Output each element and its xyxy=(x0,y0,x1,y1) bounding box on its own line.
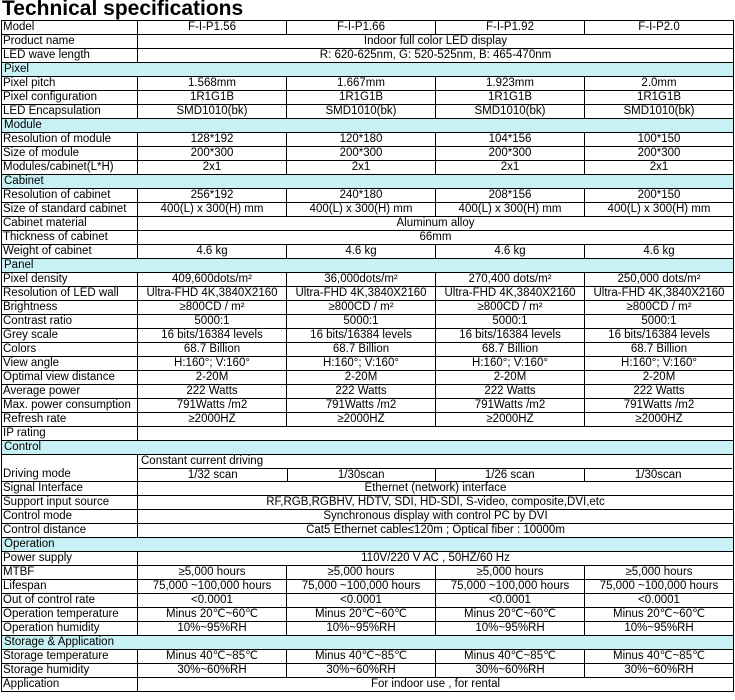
table-row xyxy=(2,217,734,231)
table-row xyxy=(2,35,734,49)
spec-value: 16 bits/16384 levels xyxy=(585,329,734,343)
section-header-row xyxy=(2,441,734,455)
section-header-row xyxy=(2,175,734,189)
table-row xyxy=(2,245,734,259)
spec-label: Out of control rate xyxy=(2,594,138,608)
spec-value: 68.7 Billion xyxy=(287,343,436,357)
spec-value: 1/30scan xyxy=(287,469,436,481)
spec-value: 1R1G1B xyxy=(138,91,287,105)
spec-label: Cabinet material xyxy=(2,217,138,231)
spec-value: H:160°; V:160° xyxy=(138,357,287,371)
table-row xyxy=(2,273,734,287)
spec-label: Control mode xyxy=(2,510,138,524)
spec-value: ≥2000HZ xyxy=(585,413,734,427)
spec-value: 5000:1 xyxy=(138,315,287,329)
spec-value: 5000:1 xyxy=(436,315,585,329)
spec-label: Signal Interface xyxy=(2,482,138,496)
spec-label: Resolution of LED wall xyxy=(2,287,138,301)
section-title: Module xyxy=(2,119,734,133)
spec-label: Colors xyxy=(2,343,138,357)
spec-label: LED Encapsulation xyxy=(2,105,138,119)
table-row xyxy=(2,91,734,105)
spec-value: H:160°; V:160° xyxy=(287,357,436,371)
spec-label: Average power xyxy=(2,385,138,399)
section-header-row xyxy=(2,538,734,552)
table-row xyxy=(2,133,734,147)
spec-value: 4.6 kg xyxy=(585,245,734,259)
spec-value: Minus 20℃~60℃ xyxy=(287,608,436,622)
spec-value-span: RF,RGB,RGBHV, HDTV, SDI, HD-SDI, S-video, composite,DVI,etc xyxy=(138,496,734,510)
spec-table-body xyxy=(2,21,734,692)
spec-value: 36,000dots/m² xyxy=(287,273,436,287)
table-row xyxy=(2,678,734,692)
spec-label: Pixel configuration xyxy=(2,91,138,105)
table-row xyxy=(2,161,734,175)
spec-value-span: Synchronous display with control PC by DVI xyxy=(138,510,734,524)
spec-value: 16 bits/16384 levels xyxy=(436,329,585,343)
spec-value: 100*150 xyxy=(585,133,734,147)
spec-value: 2x1 xyxy=(138,161,287,175)
spec-value: SMD1010(bk) xyxy=(585,105,734,119)
spec-value: 68.7 Billion xyxy=(585,343,734,357)
spec-value: 1R1G1B xyxy=(436,91,585,105)
spec-value: Minus 20℃~60℃ xyxy=(436,608,585,622)
spec-label: Grey scale xyxy=(2,329,138,343)
spec-value: 200*150 xyxy=(585,189,734,203)
spec-value: ≥800CD / m² xyxy=(585,301,734,315)
table-row xyxy=(2,496,734,510)
section-header-row xyxy=(2,119,734,133)
spec-value: 2x1 xyxy=(287,161,436,175)
spec-value: 200*300 xyxy=(138,147,287,161)
spec-value: 222 Watts xyxy=(138,385,287,399)
spec-label: Resolution of module xyxy=(2,133,138,147)
spec-value: ≥800CD / m² xyxy=(436,301,585,315)
table-row xyxy=(2,231,734,245)
spec-label: Storage humidity xyxy=(2,664,138,678)
spec-value: ≥2000HZ xyxy=(436,413,585,427)
spec-value: 1/26 scan xyxy=(435,469,584,481)
spec-value: 208*156 xyxy=(436,189,585,203)
spec-label: Thickness of cabinet xyxy=(2,231,138,245)
section-title: Panel xyxy=(2,259,734,273)
spec-label: View angle xyxy=(2,357,138,371)
table-row xyxy=(2,399,734,413)
table-row xyxy=(2,552,734,566)
spec-value-span: Aluminum alloy xyxy=(138,217,734,231)
table-row xyxy=(2,329,734,343)
spec-value: 1R1G1B xyxy=(287,91,436,105)
table-row xyxy=(2,357,734,371)
spec-label: Lifespan xyxy=(2,580,138,594)
spec-value: 16 bits/16384 levels xyxy=(287,329,436,343)
table-row xyxy=(2,524,734,538)
table-row xyxy=(2,49,734,63)
spec-value: 68.7 Billion xyxy=(436,343,585,357)
table-row xyxy=(2,77,734,91)
spec-value: ≥5,000 hours xyxy=(138,566,287,580)
spec-value: <0.0001 xyxy=(287,594,436,608)
section-title: Operation xyxy=(2,538,734,552)
spec-value: ≥800CD / m² xyxy=(287,301,436,315)
spec-value: 10%~95%RH xyxy=(585,622,734,636)
spec-value: 104*156 xyxy=(436,133,585,147)
spec-value: ≥800CD / m² xyxy=(138,301,287,315)
spec-value: 400(L) x 300(H) mm xyxy=(585,203,734,217)
spec-value: 5000:1 xyxy=(287,315,436,329)
spec-value: 400(L) x 300(H) mm xyxy=(436,203,585,217)
spec-value: ≥2000HZ xyxy=(138,413,287,427)
model-heading: F-I-P1.56 xyxy=(138,21,287,35)
model-heading: F-I-P1.92 xyxy=(436,21,585,35)
spec-value: Minus 20℃~60℃ xyxy=(138,608,287,622)
spec-label: Size of module xyxy=(2,147,138,161)
section-title: Control xyxy=(2,441,734,455)
spec-value: 1.667mm xyxy=(287,77,436,91)
spec-value: Ultra-FHD 4K,3840X2160 xyxy=(287,287,436,301)
spec-value: 30%~60%RH xyxy=(287,664,436,678)
spec-value: SMD1010(bk) xyxy=(287,105,436,119)
spec-value: 128*192 xyxy=(138,133,287,147)
section-title: Storage & Application xyxy=(2,636,734,650)
spec-label: Product name xyxy=(2,35,138,49)
spec-label: Size of standard cabinet xyxy=(2,203,138,217)
section-title: Pixel xyxy=(2,63,734,77)
spec-value: 1/32 scan xyxy=(187,469,238,481)
spec-value: SMD1010(bk) xyxy=(436,105,585,119)
spec-value-span: Cat5 Ethernet cable≤120m ; Optical fiber : 10000m xyxy=(138,524,734,538)
spec-table xyxy=(1,20,734,692)
spec-value: 222 Watts xyxy=(436,385,585,399)
spec-value: 4.6 kg xyxy=(138,245,287,259)
spec-label: Refresh rate xyxy=(2,413,138,427)
spec-label: Support input source xyxy=(2,496,138,510)
table-header-row xyxy=(2,21,734,35)
spec-label: Brightness xyxy=(2,301,138,315)
spec-value-span: 110V/220 V AC , 50HZ/60 Hz xyxy=(138,552,734,566)
table-row xyxy=(2,147,734,161)
spec-value: 791Watts /m2 xyxy=(585,399,734,413)
spec-value: 5000:1 xyxy=(585,315,734,329)
spec-value: 10%~95%RH xyxy=(436,622,585,636)
section-title: Cabinet xyxy=(2,175,734,189)
spec-note: Constant current driving xyxy=(139,455,732,469)
table-row xyxy=(2,287,734,301)
table-row xyxy=(2,301,734,315)
spec-value: 30%~60%RH xyxy=(585,664,734,678)
spec-value: 2-20M xyxy=(138,371,287,385)
spec-value: 75,000 ~100,000 hours xyxy=(287,580,436,594)
table-row xyxy=(2,510,734,524)
spec-value: 4.6 kg xyxy=(287,245,436,259)
spec-label: LED wave length xyxy=(2,49,138,63)
table-row xyxy=(2,427,734,441)
spec-value: Ultra-FHD 4K,3840X2160 xyxy=(436,287,585,301)
spec-value-span: Indoor full color LED display xyxy=(138,35,734,49)
spec-value-span xyxy=(138,427,734,441)
spec-label: Max. power consumption xyxy=(2,399,138,413)
spec-sub-values xyxy=(139,469,732,481)
spec-label: IP rating xyxy=(2,427,138,441)
spec-value: 68.7 Billion xyxy=(138,343,287,357)
spec-value: <0.0001 xyxy=(436,594,585,608)
table-row xyxy=(2,566,734,580)
model-heading: F-I-P1.66 xyxy=(287,21,436,35)
spec-value: 2-20M xyxy=(287,371,436,385)
spec-value: 200*300 xyxy=(436,147,585,161)
spec-label: Power supply xyxy=(2,552,138,566)
spec-label: Operation temperature xyxy=(2,608,138,622)
spec-value-span: R: 620-625nm, G: 520-525nm, B: 465-470nm xyxy=(138,49,734,63)
table-row xyxy=(2,105,734,119)
section-header-row xyxy=(2,636,734,650)
spec-value: Minus 20℃~60℃ xyxy=(585,608,734,622)
spec-label: Resolution of cabinet xyxy=(2,189,138,203)
section-header-row xyxy=(2,63,734,77)
spec-value: 200*300 xyxy=(585,147,734,161)
spec-value: 2x1 xyxy=(585,161,734,175)
table-row xyxy=(2,608,734,622)
table-row xyxy=(2,189,734,203)
spec-value: 400(L) x 300(H) mm xyxy=(138,203,287,217)
spec-value: 791Watts /m2 xyxy=(287,399,436,413)
spec-value: SMD1010(bk) xyxy=(138,105,287,119)
spec-value: 256*192 xyxy=(138,189,287,203)
spec-label: Pixel pitch xyxy=(2,77,138,91)
table-row xyxy=(2,455,734,482)
page-title: Technical specifications xyxy=(2,0,244,20)
section-header-row xyxy=(2,259,734,273)
spec-label: MTBF xyxy=(2,566,138,580)
table-row xyxy=(2,482,734,496)
model-heading: F-I-P2.0 xyxy=(585,21,734,35)
spec-value: ≥5,000 hours xyxy=(585,566,734,580)
spec-value: 2-20M xyxy=(436,371,585,385)
spec-label: Contrast ratio xyxy=(2,315,138,329)
spec-value: 270,400 dots/m² xyxy=(436,273,585,287)
spec-value: 200*300 xyxy=(287,147,436,161)
spec-value: 1/30scan xyxy=(584,469,733,481)
spec-label: Operation humidity xyxy=(2,622,138,636)
header-label: Model xyxy=(2,21,138,35)
spec-value: H:160°; V:160° xyxy=(436,357,585,371)
spec-value: 75,000 ~100,000 hours xyxy=(138,580,287,594)
spec-value: <0.0001 xyxy=(138,594,287,608)
spec-value: H:160°; V:160° xyxy=(585,357,734,371)
spec-value: 4.6 kg xyxy=(436,245,585,259)
spec-label: Pixel density xyxy=(2,273,138,287)
spec-value: 2.0mm xyxy=(585,77,734,91)
table-row xyxy=(2,385,734,399)
table-row xyxy=(2,371,734,385)
spec-value: 10%~95%RH xyxy=(287,622,436,636)
spec-value: ≥5,000 hours xyxy=(436,566,585,580)
table-row xyxy=(2,580,734,594)
spec-value: 75,000 ~100,000 hours xyxy=(585,580,734,594)
spec-label: Control distance xyxy=(2,524,138,538)
spec-value-span: For indoor use , for rental xyxy=(138,678,734,692)
spec-value: 240*180 xyxy=(287,189,436,203)
spec-value: Minus 40℃~85℃ xyxy=(585,650,734,664)
table-row xyxy=(2,650,734,664)
table-row xyxy=(2,315,734,329)
spec-label: Modules/cabinet(L*H) xyxy=(2,161,138,175)
spec-value: ≥2000HZ xyxy=(287,413,436,427)
spec-value: 2x1 xyxy=(436,161,585,175)
spec-value: Ultra-FHD 4K,3840X2160 xyxy=(138,287,287,301)
spec-label: Driving mode xyxy=(2,455,138,482)
spec-value: 30%~60%RH xyxy=(436,664,585,678)
spec-value: 30%~60%RH xyxy=(138,664,287,678)
spec-split-cell xyxy=(138,455,734,482)
spec-value-span: Ethernet (network) interface xyxy=(138,482,734,496)
spec-value: 1R1G1B xyxy=(585,91,734,105)
table-row xyxy=(2,622,734,636)
spec-value: 791Watts /m2 xyxy=(436,399,585,413)
spec-value: 75,000 ~100,000 hours xyxy=(436,580,585,594)
spec-value: 222 Watts xyxy=(585,385,734,399)
spec-label: Weight of cabinet xyxy=(2,245,138,259)
spec-value: Minus 40℃~85℃ xyxy=(138,650,287,664)
spec-label: Optimal view distance xyxy=(2,371,138,385)
spec-value: Minus 40℃~85℃ xyxy=(287,650,436,664)
spec-value: 400(L) x 300(H) mm xyxy=(287,203,436,217)
spec-label: Application xyxy=(2,678,138,692)
table-row xyxy=(2,203,734,217)
table-row xyxy=(2,413,734,427)
spec-value: ≥5,000 hours xyxy=(287,566,436,580)
spec-value: 409,600dots/m² xyxy=(138,273,287,287)
spec-value: 222 Watts xyxy=(287,385,436,399)
spec-value: Ultra-FHD 4K,3840X2160 xyxy=(585,287,734,301)
spec-value: 10%~95%RH xyxy=(138,622,287,636)
spec-value: 1.923mm xyxy=(436,77,585,91)
spec-value-span: 66mm xyxy=(138,231,734,245)
spec-label: Storage temperature xyxy=(2,650,138,664)
spec-value: Minus 40℃~85℃ xyxy=(436,650,585,664)
spec-value: 250,000 dots/m² xyxy=(585,273,734,287)
spec-value: 1.568mm xyxy=(138,77,287,91)
spec-value: <0.0001 xyxy=(585,594,734,608)
spec-value: 16 bits/16384 levels xyxy=(138,329,287,343)
spec-value: 791Watts /m2 xyxy=(138,399,287,413)
table-row xyxy=(2,664,734,678)
spec-value: 2-20M xyxy=(585,371,734,385)
table-row xyxy=(2,343,734,357)
table-row xyxy=(2,594,734,608)
spec-value: 120*180 xyxy=(287,133,436,147)
